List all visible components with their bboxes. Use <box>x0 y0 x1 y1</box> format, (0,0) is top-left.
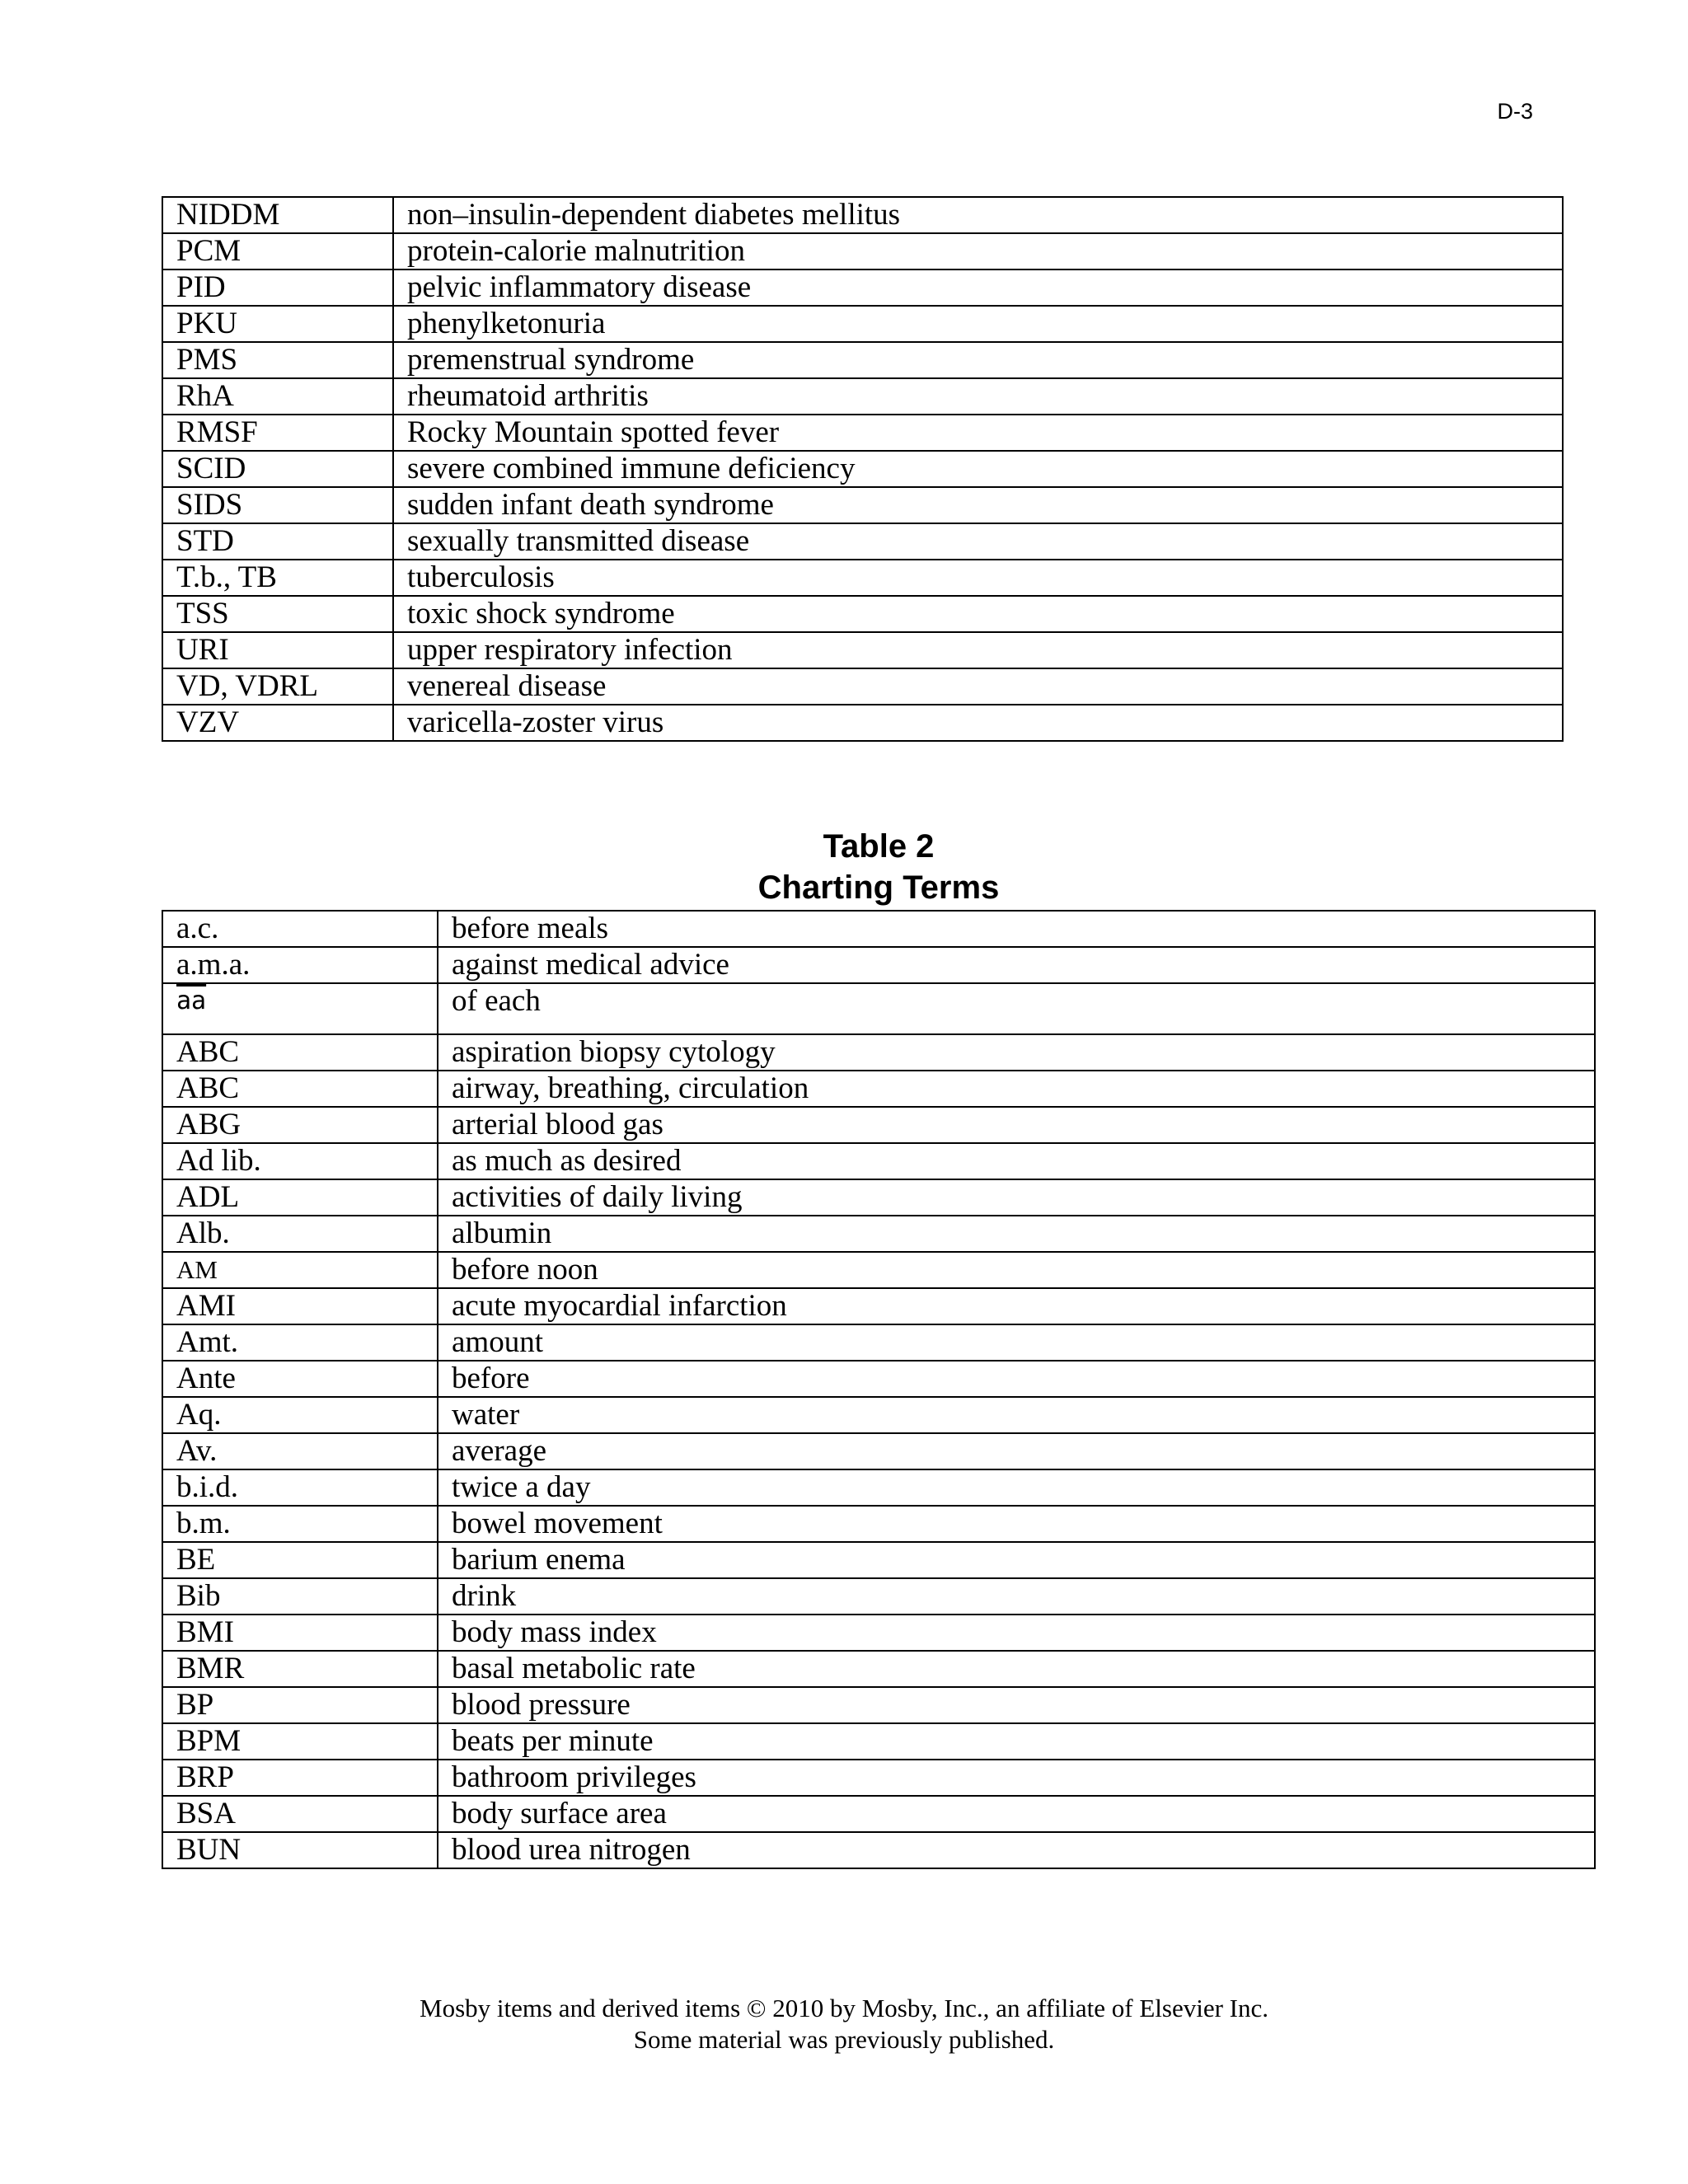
abbreviation-cell: RMSF <box>162 415 393 451</box>
table-row <box>162 1143 1595 1179</box>
table-row <box>162 1397 1595 1433</box>
table2-title: Table 2 <box>823 828 935 865</box>
table-row <box>162 1361 1595 1397</box>
table-row <box>162 1034 1595 1071</box>
table-row <box>162 378 1563 415</box>
abbreviation-cell: Ante <box>162 1361 438 1397</box>
abbreviation-cell: ABC <box>162 1071 438 1107</box>
meaning-cell: before noon <box>438 1252 1595 1288</box>
table-row <box>162 668 1563 705</box>
abbreviation-cell: a.m.a. <box>162 947 438 983</box>
abbreviation-cell: $\overline{aa}$ <box>162 983 438 1034</box>
abbreviation-cell: Av. <box>162 1433 438 1469</box>
table-row <box>162 487 1563 523</box>
meaning-cell: blood pressure <box>438 1687 1595 1723</box>
meaning-cell: bathroom privileges <box>438 1760 1595 1796</box>
meaning-cell: aspiration biopsy cytology <box>438 1034 1595 1071</box>
meaning-cell: venereal disease <box>393 668 1563 705</box>
meaning-cell: toxic shock syndrome <box>393 596 1563 632</box>
table-row <box>162 983 1595 1034</box>
table-row <box>162 1324 1595 1361</box>
footer <box>0 1993 1688 2055</box>
table-row <box>162 1433 1595 1469</box>
meaning-cell: arterial blood gas <box>438 1107 1595 1143</box>
table-row <box>162 1107 1595 1143</box>
table2-subtitle: Charting Terms <box>757 869 1000 906</box>
table-row <box>162 1723 1595 1760</box>
abbreviation-cell: PID <box>162 269 393 306</box>
abbreviation-cell: ADL <box>162 1179 438 1216</box>
table-row <box>162 632 1563 668</box>
abbreviation-cell: RhA <box>162 378 393 415</box>
meaning-cell: average <box>438 1433 1595 1469</box>
abbreviations-table-1 <box>162 196 1564 742</box>
meaning-cell: sudden infant death syndrome <box>393 487 1563 523</box>
table-row <box>162 1179 1595 1216</box>
abbreviation-cell: b.m. <box>162 1506 438 1542</box>
meaning-cell: sexually transmitted disease <box>393 523 1563 560</box>
table-row <box>162 1651 1595 1687</box>
table-row <box>162 560 1563 596</box>
abbreviation-cell: BUN <box>162 1832 438 1868</box>
meaning-cell: non–insulin-dependent diabetes mellitus <box>393 197 1563 233</box>
meaning-cell: drink <box>438 1578 1595 1615</box>
table-row <box>162 1288 1595 1324</box>
table-row <box>162 197 1563 233</box>
abbreviation-cell: BRP <box>162 1760 438 1796</box>
abbreviation-cell: BMI <box>162 1615 438 1651</box>
meaning-cell: before <box>438 1361 1595 1397</box>
table-row <box>162 1687 1595 1723</box>
meaning-cell: Rocky Mountain spotted fever <box>393 415 1563 451</box>
abbreviation-cell: PCM <box>162 233 393 269</box>
abbreviation-cell: ABC <box>162 1034 438 1071</box>
abbreviation-cell: Aq. <box>162 1397 438 1433</box>
meaning-cell: phenylketonuria <box>393 306 1563 342</box>
abbreviation-cell: ABG <box>162 1107 438 1143</box>
charting-terms-table <box>162 910 1596 1869</box>
abbreviation-cell: PKU <box>162 306 393 342</box>
table-row <box>162 1469 1595 1506</box>
table1-body <box>162 197 1563 741</box>
page-number: D-3 <box>1497 99 1533 124</box>
table-row <box>162 1760 1595 1796</box>
table-row <box>162 451 1563 487</box>
meaning-cell: body surface area <box>438 1796 1595 1832</box>
abbreviation-cell: TSS <box>162 596 393 632</box>
table-row <box>162 1506 1595 1542</box>
meaning-cell: protein-calorie malnutrition <box>393 233 1563 269</box>
abbreviation-cell: PMS <box>162 342 393 378</box>
table-row <box>162 233 1563 269</box>
table-row <box>162 306 1563 342</box>
table-row <box>162 1796 1595 1832</box>
table-row <box>162 596 1563 632</box>
meaning-cell: tuberculosis <box>393 560 1563 596</box>
meaning-cell: body mass index <box>438 1615 1595 1651</box>
abbreviation-cell: AMI <box>162 1288 438 1324</box>
meaning-cell: of each <box>438 983 1595 1034</box>
abbreviation-cell: b.i.d. <box>162 1469 438 1506</box>
abbreviation-cell: Bib <box>162 1578 438 1615</box>
meaning-cell: basal metabolic rate <box>438 1651 1595 1687</box>
table-row <box>162 1252 1595 1288</box>
table-row <box>162 705 1563 741</box>
table-row <box>162 415 1563 451</box>
meaning-cell: before meals <box>438 911 1595 947</box>
abbreviation-cell: Ad lib. <box>162 1143 438 1179</box>
meaning-cell: twice a day <box>438 1469 1595 1506</box>
abbreviation-cell: SIDS <box>162 487 393 523</box>
abbreviation-cell: VZV <box>162 705 393 741</box>
abbreviation-cell: Alb. <box>162 1216 438 1252</box>
abbreviation-cell: Amt. <box>162 1324 438 1361</box>
meaning-cell: bowel movement <box>438 1506 1595 1542</box>
meaning-cell: pelvic inflammatory disease <box>393 269 1563 306</box>
table-row <box>162 1832 1595 1868</box>
abbreviation-cell: a.c. <box>162 911 438 947</box>
abbreviation-cell: URI <box>162 632 393 668</box>
meaning-cell: amount <box>438 1324 1595 1361</box>
abbreviation-cell: BPM <box>162 1723 438 1760</box>
table-row <box>162 269 1563 306</box>
table-row <box>162 947 1595 983</box>
table-row <box>162 1071 1595 1107</box>
table-row <box>162 523 1563 560</box>
meaning-cell: barium enema <box>438 1542 1595 1578</box>
table-row <box>162 1615 1595 1651</box>
copyright-line: Mosby items and derived items © 2010 by Mosby, Inc., an affiliate of Elsevier Inc. <box>420 1994 1268 2022</box>
abbreviation-cell: BP <box>162 1687 438 1723</box>
meaning-cell: blood urea nitrogen <box>438 1832 1595 1868</box>
meaning-cell: water <box>438 1397 1595 1433</box>
abbreviation-cell: SCID <box>162 451 393 487</box>
publication-note: Some material was previously published. <box>633 2025 1055 2054</box>
meaning-cell: upper respiratory infection <box>393 632 1563 668</box>
abbreviation-cell: NIDDM <box>162 197 393 233</box>
abbreviation-cell: VD, VDRL <box>162 668 393 705</box>
meaning-cell: airway, breathing, circulation <box>438 1071 1595 1107</box>
meaning-cell: activities of daily living <box>438 1179 1595 1216</box>
meaning-cell: beats per minute <box>438 1723 1595 1760</box>
table-row <box>162 1578 1595 1615</box>
meaning-cell: varicella-zoster virus <box>393 705 1563 741</box>
table-row <box>162 911 1595 947</box>
abbreviation-cell: BSA <box>162 1796 438 1832</box>
table-row <box>162 1216 1595 1252</box>
abbreviation-cell: BE <box>162 1542 438 1578</box>
meaning-cell: against medical advice <box>438 947 1595 983</box>
meaning-cell: acute myocardial infarction <box>438 1288 1595 1324</box>
table-row <box>162 1542 1595 1578</box>
abbreviation-cell: T.b., TB <box>162 560 393 596</box>
table2-body <box>162 911 1595 1868</box>
table-row <box>162 342 1563 378</box>
meaning-cell: premenstrual syndrome <box>393 342 1563 378</box>
abbreviation-cell: AM <box>162 1252 438 1288</box>
abbreviation-cell: BMR <box>162 1651 438 1687</box>
abbreviation-cell: STD <box>162 523 393 560</box>
meaning-cell: as much as desired <box>438 1143 1595 1179</box>
meaning-cell: severe combined immune deficiency <box>393 451 1563 487</box>
meaning-cell: albumin <box>438 1216 1595 1252</box>
meaning-cell: rheumatoid arthritis <box>393 378 1563 415</box>
